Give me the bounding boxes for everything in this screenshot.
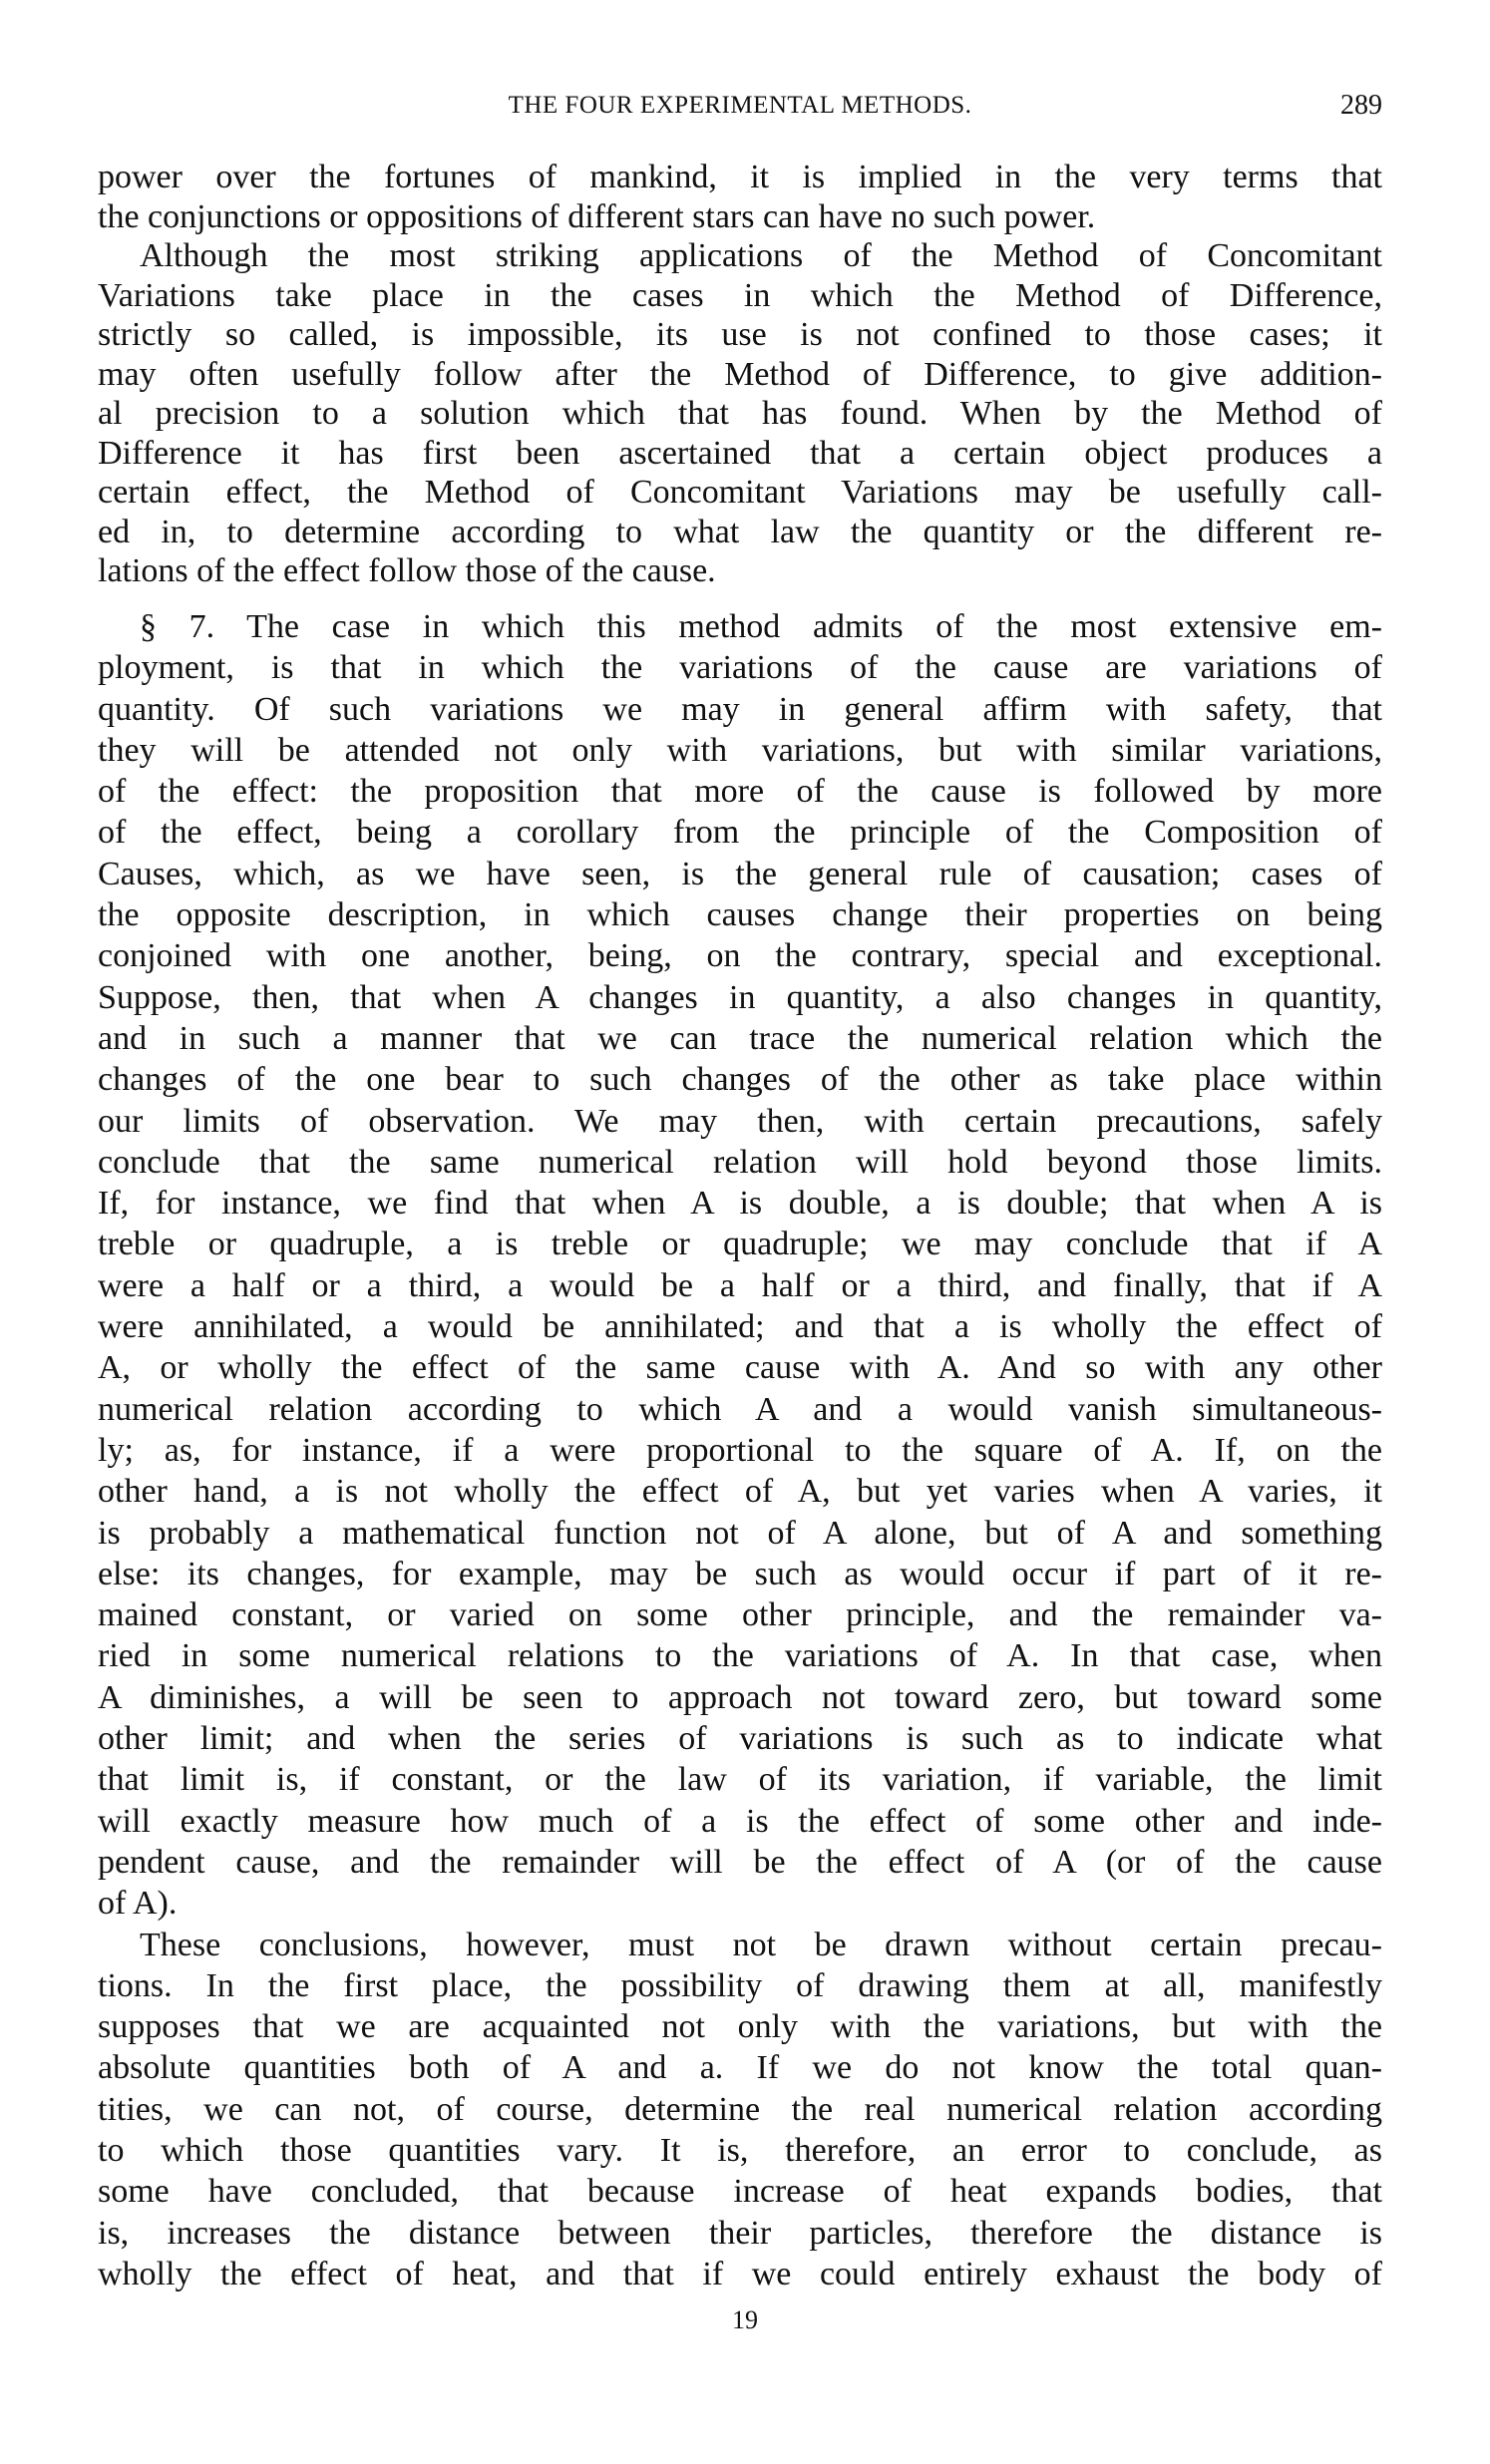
text-line: Suppose, then, that when A changes in quantity, a also changes in quantity,	[98, 978, 1382, 1016]
running-title: THE FOUR EXPERIMENTAL METHODS.	[508, 92, 972, 119]
text-line: may often usefully follow after the Method of Difference, to give addition-	[98, 355, 1382, 393]
text-line: numerical relation according to which A and a would vanish simultaneous-	[98, 1390, 1382, 1428]
text-line: These conclusions, however, must not be drawn without certain precau-	[140, 1926, 1382, 1963]
text-line: strictly so called, is impossible, its use is not confined to those cases; it	[98, 316, 1382, 353]
text-line: al precision to a solution which that has found. When by the Method of	[98, 395, 1382, 432]
text-line: is probably a mathematical function not of A alone, but of A and something	[98, 1514, 1382, 1552]
paragraph	[98, 158, 1382, 236]
paragraph	[98, 236, 1382, 591]
text-line: power over the fortunes of mankind, it is implied in the very terms that	[98, 159, 1382, 195]
text-line: our limits of observation. We may then, with certain precautions, safely	[98, 1102, 1382, 1140]
text-line: absolute quantities both of A and a. If we do not know the total quan-	[98, 2049, 1382, 2087]
text-line: A, or wholly the effect of the same cause with A. And so with any other	[98, 1349, 1382, 1387]
text-line: of A).	[98, 1885, 178, 1923]
paragraph	[98, 1925, 1382, 2295]
text-line: ly; as, for instance, if a were proportional to the square of A. If, on the	[98, 1431, 1382, 1469]
text-line: other limit; and when the series of variations is such as to indicate what	[98, 1720, 1382, 1758]
paragraph	[98, 606, 1382, 1925]
text-line: they will be attended not only with variations, but with similar variations,	[98, 731, 1382, 769]
text-line: other hand, a is not wholly the effect of A, but yet varies when A varies, it	[98, 1473, 1382, 1511]
text-line: the conjunctions or oppositions of different stars can have no such power.	[98, 197, 1096, 235]
text-line: quantity. Of such variations we may in general affirm with safety, that	[98, 690, 1382, 728]
text-line: the opposite description, in which causes change their properties on being	[98, 896, 1382, 934]
text-line: were annihilated, a would be annihilated; and that a is wholly the effect of	[98, 1308, 1382, 1346]
text-line: tions. In the first place, the possibility of drawing them at all, manifestly	[98, 1966, 1382, 2004]
text-line: is, increases the distance between their particles, therefore the distance is	[98, 2214, 1382, 2252]
text-line: of the effect, being a corollary from the principle of the Composition of	[98, 814, 1382, 852]
running-header	[98, 88, 1382, 124]
text-line: conclude that the same numerical relation will hold beyond those limits.	[98, 1143, 1382, 1181]
text-line: If, for instance, we find that when A is double, a is double; that when A is	[98, 1185, 1382, 1223]
text-line: ployment, is that in which the variations of the cause are variations of	[98, 649, 1382, 687]
text-line: supposes that we are acquainted not only with the variations, but with the	[98, 2008, 1382, 2046]
text-line: else: its changes, for example, may be such as would occur if part of it re-	[98, 1555, 1382, 1592]
text-block-section-7	[98, 606, 1382, 2294]
text-line: some have concluded, that because increase of heat expands bodies, that	[98, 2173, 1382, 2211]
text-line: mained constant, or varied on some other principle, and the remainder va-	[98, 1596, 1382, 1634]
text-line: to which those quantities vary. It is, therefore, an error to conclude, as	[98, 2131, 1382, 2169]
text-line: were a half or a third, a would be a half or a third, and finally, that if A	[98, 1266, 1382, 1304]
text-line: treble or quadruple, a is treble or quadruple; we may conclude that if A	[98, 1226, 1382, 1263]
text-line: changes of the one bear to such changes of the other as take place within	[98, 1061, 1382, 1099]
text-line: ed in, to determine according to what law the quantity or the different re-	[98, 513, 1382, 550]
text-line: conjoined with one another, being, on the contrary, special and exceptional.	[98, 937, 1382, 975]
text-line: pendent cause, and the remainder will be the effect of A (or of the cause	[98, 1843, 1382, 1881]
text-block-top	[98, 158, 1382, 591]
text-line: § 7. The case in which this method admits of the most extensive em-	[140, 608, 1382, 645]
text-line: Variations take place in the cases in which the Method of Difference,	[98, 276, 1382, 314]
text-line: wholly the effect of heat, and that if we could entirely exhaust the body of	[98, 2255, 1382, 2292]
page-number: 289	[1340, 90, 1382, 121]
text-line: Difference it has first been ascertained that a certain object produces a	[98, 434, 1382, 472]
text-line: A diminishes, a will be seen to approach not toward zero, but toward some	[98, 1678, 1382, 1716]
text-line: tities, we can not, of course, determine the real numerical relation according	[98, 2090, 1382, 2128]
text-line: will exactly measure how much of a is the effect of some other and inde-	[98, 1802, 1382, 1840]
text-line: and in such a manner that we can trace the numerical relation which the	[98, 1019, 1382, 1057]
signature-mark: 19	[732, 2305, 758, 2334]
text-line: that limit is, if constant, or the law of its variation, if variable, the limit	[98, 1761, 1382, 1799]
text-line: of the effect: the proposition that more of the cause is followed by more	[98, 773, 1382, 811]
text-line: ried in some numerical relations to the variations of A. In that case, when	[98, 1637, 1382, 1675]
text-line: Causes, which, as we have seen, is the general rule of causation; cases of	[98, 855, 1382, 892]
text-line: lations of the effect follow those of the cause.	[98, 552, 716, 589]
text-line: certain effect, the Method of Concomitant Variations may be usefully call-	[98, 474, 1382, 511]
text-line: Although the most striking applications of the Method of Concomitant	[140, 237, 1382, 274]
